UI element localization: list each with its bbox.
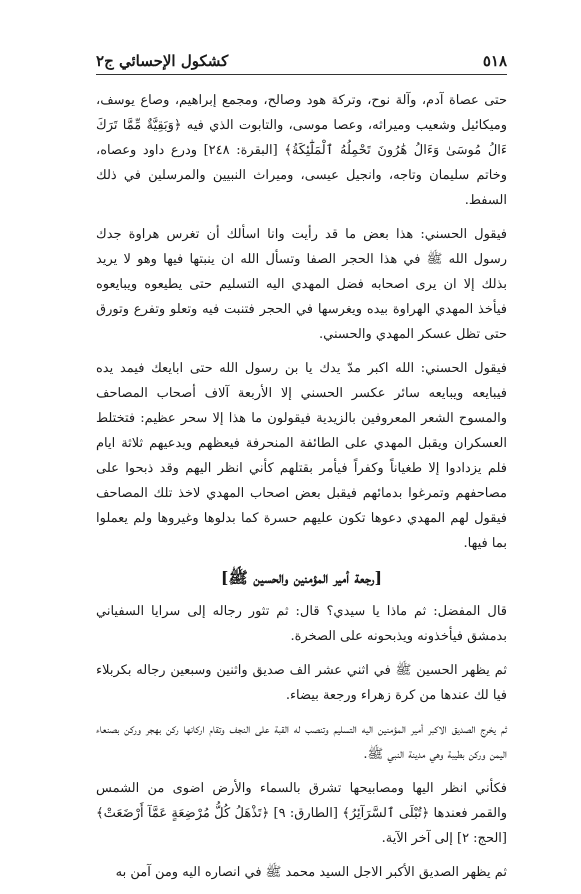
paragraph: فيقول الحسني: الله اكبر مدّ يدك يا بن رسول الله حتى ابايعك فيمد يده فيبايعه ويبايعه سائر عكسر الحسني إلا الأربعة آلاف أصحاب المصاحف والمسوح الشعر المعروفين بالزيدية فيقولون ما هذا إلا سحر عظيم: فتختلط العسكران ويقبل المهدي على الطائفة المنحرفة فيعظهم ويدعيهم ثلاثة ايام فلم يزدادوا إلا طغياناً وكفراً فيأمر بقتلهم كأني انظر اليهم وقد ذبحوا على مصاحفهم وتمرغوا بدمائهم فيقبل بعض اصحاب المهدي لاخذ تلك المصاحف فيقول لهم المهدي دعوها تكون عليهم حسرة كما بدلوها وغيروها ولم يعملوا بما فيها.	[96, 361, 507, 551]
page-number: ٥١٨	[482, 52, 507, 70]
paragraph: فكأني انظر اليها ومصابيحها تشرق بالسماء والأرض اضوى من الشمس والقمر فعندها ﴿تُبْلَى ٱلسَّرَآئِرُ﴾ [الطارق: ٩] ﴿تَذْهَلُ كُلُّ مُرْضِعَةٍ عَمَّآ أَرْضَعَتْ﴾ [الحج: ٢] إلى آخر الآية.	[96, 781, 507, 846]
paragraph: حتى عصاة آدم، وآلة نوح، وتركة هود وصالح، ومجمع إبراهيم، وصاع يوسف، وميكائيل وشعيب وميراثه، وعصا موسى، والتابوت الذي فيه ﴿وَبَقِيَّةٌ مِّمَّا تَرَكَ ءَالُ مُوسَىٰ وَءَالُ هَٰرُونَ تَحْمِلُهُ ٱلْمَلَٰٓئِكَةُ﴾ [البقرة: ٢٤٨] ودرع داود وعصاه، وخاتم سليمان وتاجه، وانجيل عيسى، وميراث النبيين والمرسلين في ذلك السفط.	[96, 93, 507, 208]
paragraph: فيقول الحسني: هذا بعض ما قد رأيت وانا اسألك أن تغرس هراوة جدك رسول الله ﷺ في هذا الحجر الصفا وتسأل الله ان ينبتها فيها وهو لا يريد بذلك إلا ان يرى اصحابه فضل المهدي اليه التسليم حتى يطيعوه ويبايعوه فيأخذ المهدي الهراوة بيده ويغرسها في الحجر فتنبت فيه وتعلو وتفرع وتورق حتى تظل عسكر المهدي والحسني.	[96, 227, 507, 342]
paragraph: ثم يخرج الصديق الاكبر أمير المؤمنين اليه التسليم وتنصب له القبة على النجف وتقام اركانها ركن بهجر وركن بصنعاء اليمن وركن بطيبة وهي مدينة النبي ﷺ.	[96, 722, 507, 762]
body-text	[96, 88, 507, 894]
page-header	[96, 52, 507, 74]
section-heading: [رجعة أمير المؤمنين والحسين ﷺ]	[220, 568, 383, 587]
running-title: كشكول الإحسائي ج٢	[96, 52, 229, 70]
paragraph: قال المفضل: ثم ماذا يا سيدي؟ قال: ثم تثور رجاله إلى سرايا السفياني بدمشق فيأخذونه ويذبحونه على الصخرة.	[96, 604, 507, 644]
header-rule	[96, 74, 507, 75]
paragraph: ثم يظهر الحسين ﷺ في اثني عشر الف صديق واثنين وسبعين رجاله بكربلاء فيا لك عندها من كرة زهراء ورجعة بيضاء.	[96, 663, 507, 703]
paragraph: ثم يظهر الصديق الأكبر الاجل السيد محمد ﷺ في انصاره اليه ومن آمن به	[115, 865, 507, 880]
